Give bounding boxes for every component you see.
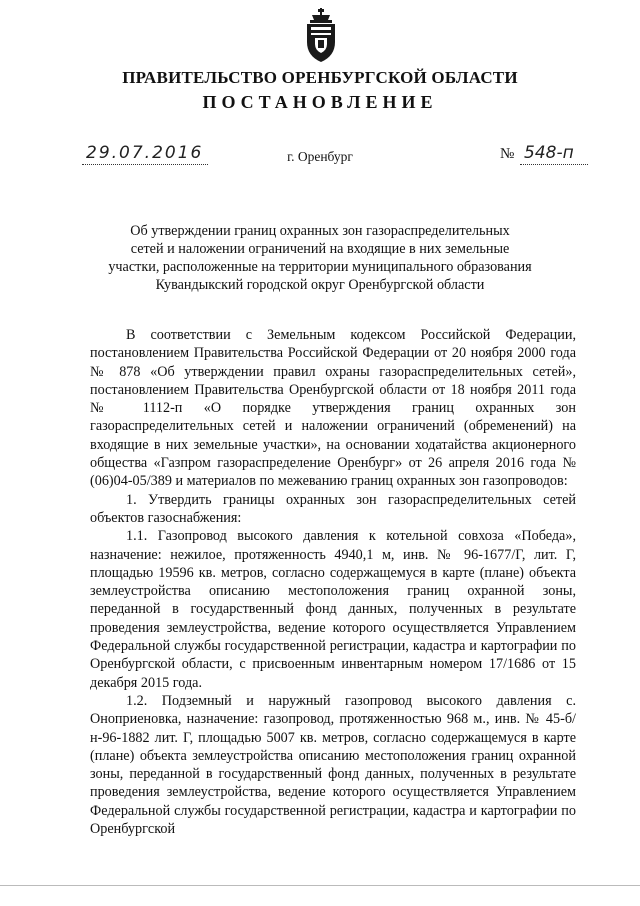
document-type: ПОСТАНОВЛЕНИЕ <box>202 92 438 112</box>
body-paragraph-item-1: 1. Утвердить границы охранных зон газораспределительных сетей объектов газоснабжения: <box>90 491 576 526</box>
document-date: 29.07.2016 <box>86 143 204 163</box>
subject-line: сетей и наложении ограничений на входящие в них земельные <box>130 241 510 257</box>
document-number: 548-п <box>524 143 574 163</box>
number-underline <box>520 164 588 165</box>
body-paragraph-item-1-2: 1.2. Подземный и наружный газопровод высокого давления с. Оноприеновка, назначение: газопровод, протяженностью 968 м., инв. № 45-б/н-96-1882 лит. Г, площадью 5007 кв. метров, согласно содержащемуся в карте (плане) объекта землеустройства описанию местоположения границ охранной зоны, переданной в государственный фонд данных, полученных в результате проведения землеустройства, ведение которого осуществляется Управлением Федеральной службы государственной регистрации, кадастра и картографии по Оренбургской <box>90 692 576 838</box>
body-paragraph-item-1-1: 1.1. Газопровод высокого давления к котельной совхоза «Победа», назначение: нежилое, протяженность 4940,1 м, инв. № 96-1677/Г, лит. Г, площадью 19596 кв. метров, согласно содержащемуся в карте (плане) объекта землеустройства описанию местоположения границ охранной зоны, переданной в государственный фонд данных, полученных в результате проведения землеустройства, ведение которого осуществляется Управлением Федеральной службы государственной регистрации, кадастра и картографии по Оренбургской области, с присвоенным инвентарным номером 17/1686 от 15 декабря 2015 года. <box>90 528 576 691</box>
coat-of-arms-emblem <box>303 8 339 64</box>
government-title: ПРАВИТЕЛЬСТВО ОРЕНБУРГСКОЙ ОБЛАСТИ <box>122 68 518 87</box>
document-city: г. Оренбург <box>287 149 353 164</box>
page-bottom-edge <box>0 885 640 906</box>
body-paragraph-preamble: В соответствии с Земельным кодексом Российской Федерации, постановлением Правительства Российской Федерации от 20 ноября 2000 года № 878 «Об утверждении правил охраны газораспределительных сетей», постановлением Правительства Оренбургской области от 18 ноября 2011 года № 1112-п «О порядке утверждения границ охранных зон газораспределительных сетей и наложении ограничений (обременений) на входящие в них земельные участки», на основании ходатайства акционерного общества «Газпром газораспределение Оренбург» от 26 апреля 2016 года № (06)04-05/389 и материалов по межеванию границ охранных зон газопроводов: <box>90 327 576 490</box>
number-label: № <box>500 146 515 162</box>
document-subject <box>90 222 550 294</box>
document-body <box>90 326 576 838</box>
subject-line: участки, расположенные на территории муниципального образования <box>108 259 532 275</box>
subject-line: Об утверждении границ охранных зон газораспределительных <box>130 223 510 239</box>
subject-line: Кувандыкский городской округ Оренбургской области <box>155 277 485 293</box>
